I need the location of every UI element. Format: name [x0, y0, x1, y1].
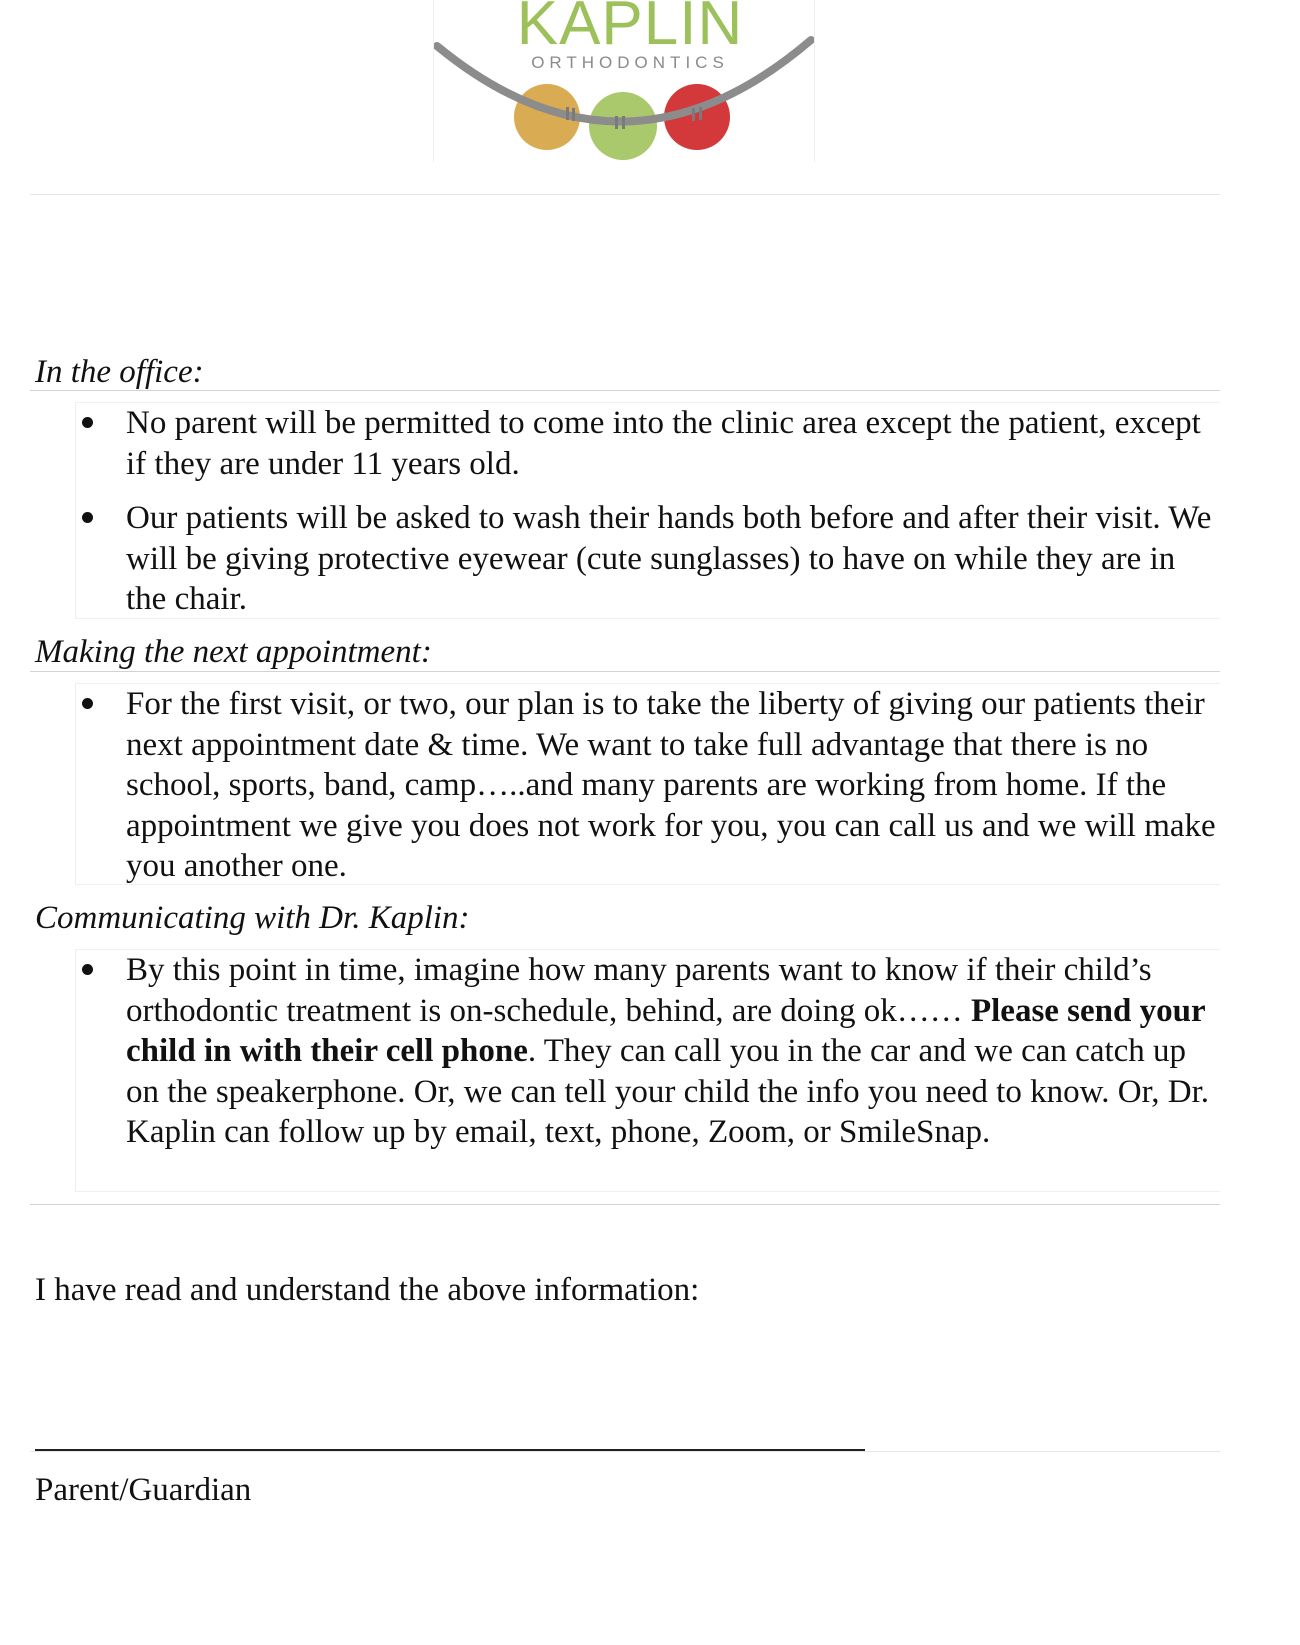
bullet-icon — [82, 964, 93, 975]
bullet-text-before: By this point in time, imagine how many parents want to know if their child’s orthodontic treatment is on-schedule, behind, are doing ok…… — [126, 952, 1152, 1029]
header-divider — [30, 194, 1220, 195]
bullet-icon — [82, 512, 93, 523]
bullet-icon — [82, 698, 93, 709]
section-heading-office: In the office: — [35, 354, 204, 390]
list-item — [76, 403, 1220, 484]
bullet-list-communicating — [75, 949, 1220, 1192]
section-divider — [30, 1204, 1220, 1205]
bullet-icon — [82, 417, 93, 428]
logo-name: KAPLIN — [516, 0, 744, 58]
bullet-text: Our patients will be asked to wash their hands both before and after their visit. We will be giving protective eyewear (cute sunglasses) to have on while they are in the chair. — [126, 500, 1212, 617]
logo-graphic — [434, 0, 814, 162]
signature-divider — [30, 1451, 1220, 1452]
list-item — [76, 498, 1220, 620]
bullet-text: No parent will be permitted to come into the clinic area except the patient, except if they are under 11 years old. — [126, 405, 1201, 482]
list-item — [76, 684, 1220, 887]
section-divider — [30, 390, 1220, 391]
practice-logo — [433, 0, 815, 162]
bullet-text: For the first visit, or two, our plan is to take the liberty of giving our patients their next appointment date & time. We want to take full advantage that there is no school, sports, band, camp…..and many parents are working from home. If the appointment we give you does not work for you, you can call us and we will make you another one. — [126, 686, 1216, 884]
logo-tagline: ORTHODONTICS — [531, 53, 729, 72]
bullet-text-emphasis: Please send your child in with their cell phone — [126, 992, 1206, 1069]
list-item — [76, 950, 1220, 1153]
bullet-list-appointment — [75, 683, 1220, 885]
section-divider — [30, 671, 1220, 672]
signature-label: Parent/Guardian — [35, 1472, 252, 1508]
section-heading-appointment: Making the next appointment: — [35, 634, 432, 670]
acknowledgement-text: I have read and understand the above information: — [35, 1272, 700, 1308]
section-heading-communicating: Communicating with Dr. Kaplin: — [35, 900, 470, 936]
bullet-text-after: . They can call you in the car and we can catch up on the speakerphone. Or, we can tell your child the info you need to know. Or, Dr. Kaplin can follow up by email, text, phone, Zoom, or SmileSnap. — [126, 1033, 1210, 1150]
bullet-list-office — [75, 402, 1220, 619]
